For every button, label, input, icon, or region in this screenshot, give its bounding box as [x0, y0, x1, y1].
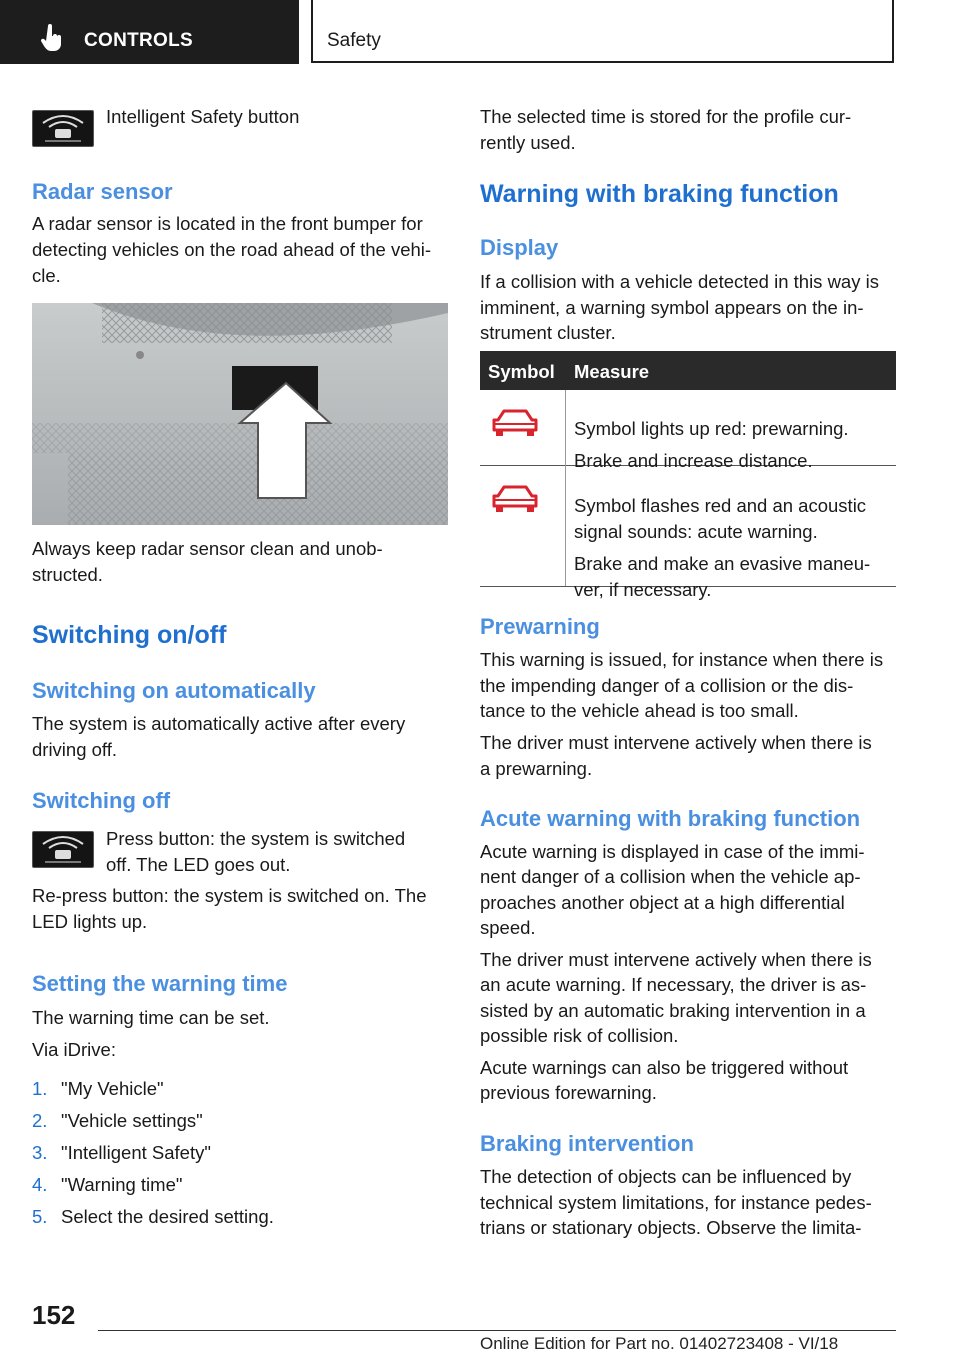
- radar-text-line: detecting vehicles on the road ahead of the vehi-: [32, 239, 432, 260]
- stored-text-line: The selected time is stored for the profile cur-: [480, 106, 852, 127]
- acute-text-line: an acute warning. If necessary, the driver is as-: [480, 974, 867, 995]
- table-row: [480, 390, 896, 471]
- radar-text-line: cle.: [32, 265, 61, 286]
- chapter-box: [311, 0, 894, 63]
- off-repress-line: Re-press button: the system is switched on. The: [32, 885, 427, 906]
- acute-text-line: Acute warning is displayed in case of the immi-: [480, 841, 865, 862]
- page-header: [0, 0, 960, 66]
- radar-text-line: A radar sensor is located in the front bumper for: [32, 213, 423, 234]
- radar-sensor-photo: [32, 303, 448, 525]
- braking-intervention-heading: Braking intervention: [480, 1131, 694, 1156]
- acute-text-line: possible risk of collision.: [480, 1025, 679, 1046]
- intervention-text-line: The detection of objects can be influenced by: [480, 1166, 852, 1187]
- auto-text-line: driving off.: [32, 739, 118, 760]
- warning-time-heading: Setting the warning time: [32, 971, 288, 996]
- photo-caption-line: Always keep radar sensor clean and unob-: [32, 538, 383, 559]
- photo-caption-line: structed.: [32, 564, 103, 585]
- prewarning-text-line: The driver must intervene actively when there is: [480, 732, 872, 753]
- column-header-measure: Measure: [574, 361, 650, 382]
- measure-text: Symbol lights up red: prewarning.: [574, 417, 849, 439]
- page-number: 152: [32, 1300, 76, 1330]
- red-car-warning-icon: [490, 484, 540, 514]
- intervention-text-line: technical system limitations, for instance pedes-: [480, 1192, 872, 1213]
- measure-text: Brake and increase distance.: [574, 449, 813, 471]
- table-header: [480, 351, 896, 390]
- column-header-symbol: Symbol: [488, 361, 555, 382]
- display-heading: Display: [480, 235, 559, 260]
- prewarning-text-line: a prewarning.: [480, 758, 593, 779]
- chapter-label: Safety: [327, 30, 381, 51]
- section-label: CONTROLS: [84, 30, 194, 51]
- off-press-line: Press button: the system is switched: [106, 828, 406, 849]
- measure-text: Symbol flashes red and an acoustic: [574, 494, 867, 516]
- table-column-divider: [565, 390, 566, 586]
- intelligent-safety-button-icon: [32, 110, 94, 147]
- intelligent-safety-button-icon: [32, 831, 94, 868]
- warning-time-text: The warning time can be set.: [32, 1007, 270, 1028]
- off-repress-line: LED lights up.: [32, 911, 148, 932]
- display-text-line: strument cluster.: [480, 322, 616, 343]
- auto-text-line: The system is automatically active after every: [32, 713, 406, 734]
- off-press-line: off. The LED goes out.: [106, 854, 291, 875]
- intervention-text-line: trians or stationary objects. Observe the limita-: [480, 1217, 862, 1238]
- prewarning-text-line: This warning is issued, for instance when there is: [480, 649, 884, 670]
- display-text-line: imminent, a warning symbol appears on the in-: [480, 297, 864, 318]
- measure-text: Brake and make an evasive maneu-: [574, 552, 871, 574]
- acute-warning-heading: Acute warning with braking function: [480, 806, 861, 831]
- prewarning-text-line: the impending danger of a collision or the dis-: [480, 675, 854, 696]
- prewarning-heading: Prewarning: [480, 614, 600, 639]
- red-car-warning-icon: [490, 408, 540, 438]
- intelligent-safety-caption: Intelligent Safety button: [106, 106, 300, 127]
- radar-sensor-heading: Radar sensor: [32, 179, 173, 204]
- section-tab: [0, 0, 299, 64]
- switching-off-heading: Switching off: [32, 788, 171, 813]
- display-text-line: If a collision with a vehicle detected in this way is: [480, 271, 879, 292]
- footer-divider: [98, 1330, 896, 1331]
- switching-auto-heading: Switching on automatically: [32, 678, 316, 703]
- acute-text-line: The driver must intervene actively when there is: [480, 949, 872, 970]
- footer-edition: Online Edition for Part no. 01402723408 - VI/18: [480, 1334, 839, 1353]
- hand-pointer-icon: [40, 24, 64, 52]
- stored-text-line: rently used.: [480, 132, 576, 153]
- prewarning-text-line: tance to the vehicle ahead is too small.: [480, 700, 799, 721]
- table-row: [480, 466, 896, 600]
- acute-text-line: speed.: [480, 917, 536, 938]
- via-idrive-text: Via iDrive:: [32, 1039, 116, 1060]
- acute-text-line: proaches another object at a high differential: [480, 892, 845, 913]
- braking-function-heading: Warning with braking function: [480, 180, 839, 208]
- measure-text: signal sounds: acute warning.: [574, 520, 818, 542]
- acute-text-line: previous forewarning.: [480, 1082, 657, 1103]
- acute-text-line: Acute warnings can also be triggered without: [480, 1057, 849, 1078]
- measure-text: ver, if necessary.: [574, 578, 712, 600]
- switching-heading: Switching on/off: [32, 621, 227, 649]
- acute-text-line: nent danger of a collision when the vehicle ap-: [480, 866, 861, 887]
- acute-text-line: sisted by an automatic braking intervention in a: [480, 1000, 866, 1021]
